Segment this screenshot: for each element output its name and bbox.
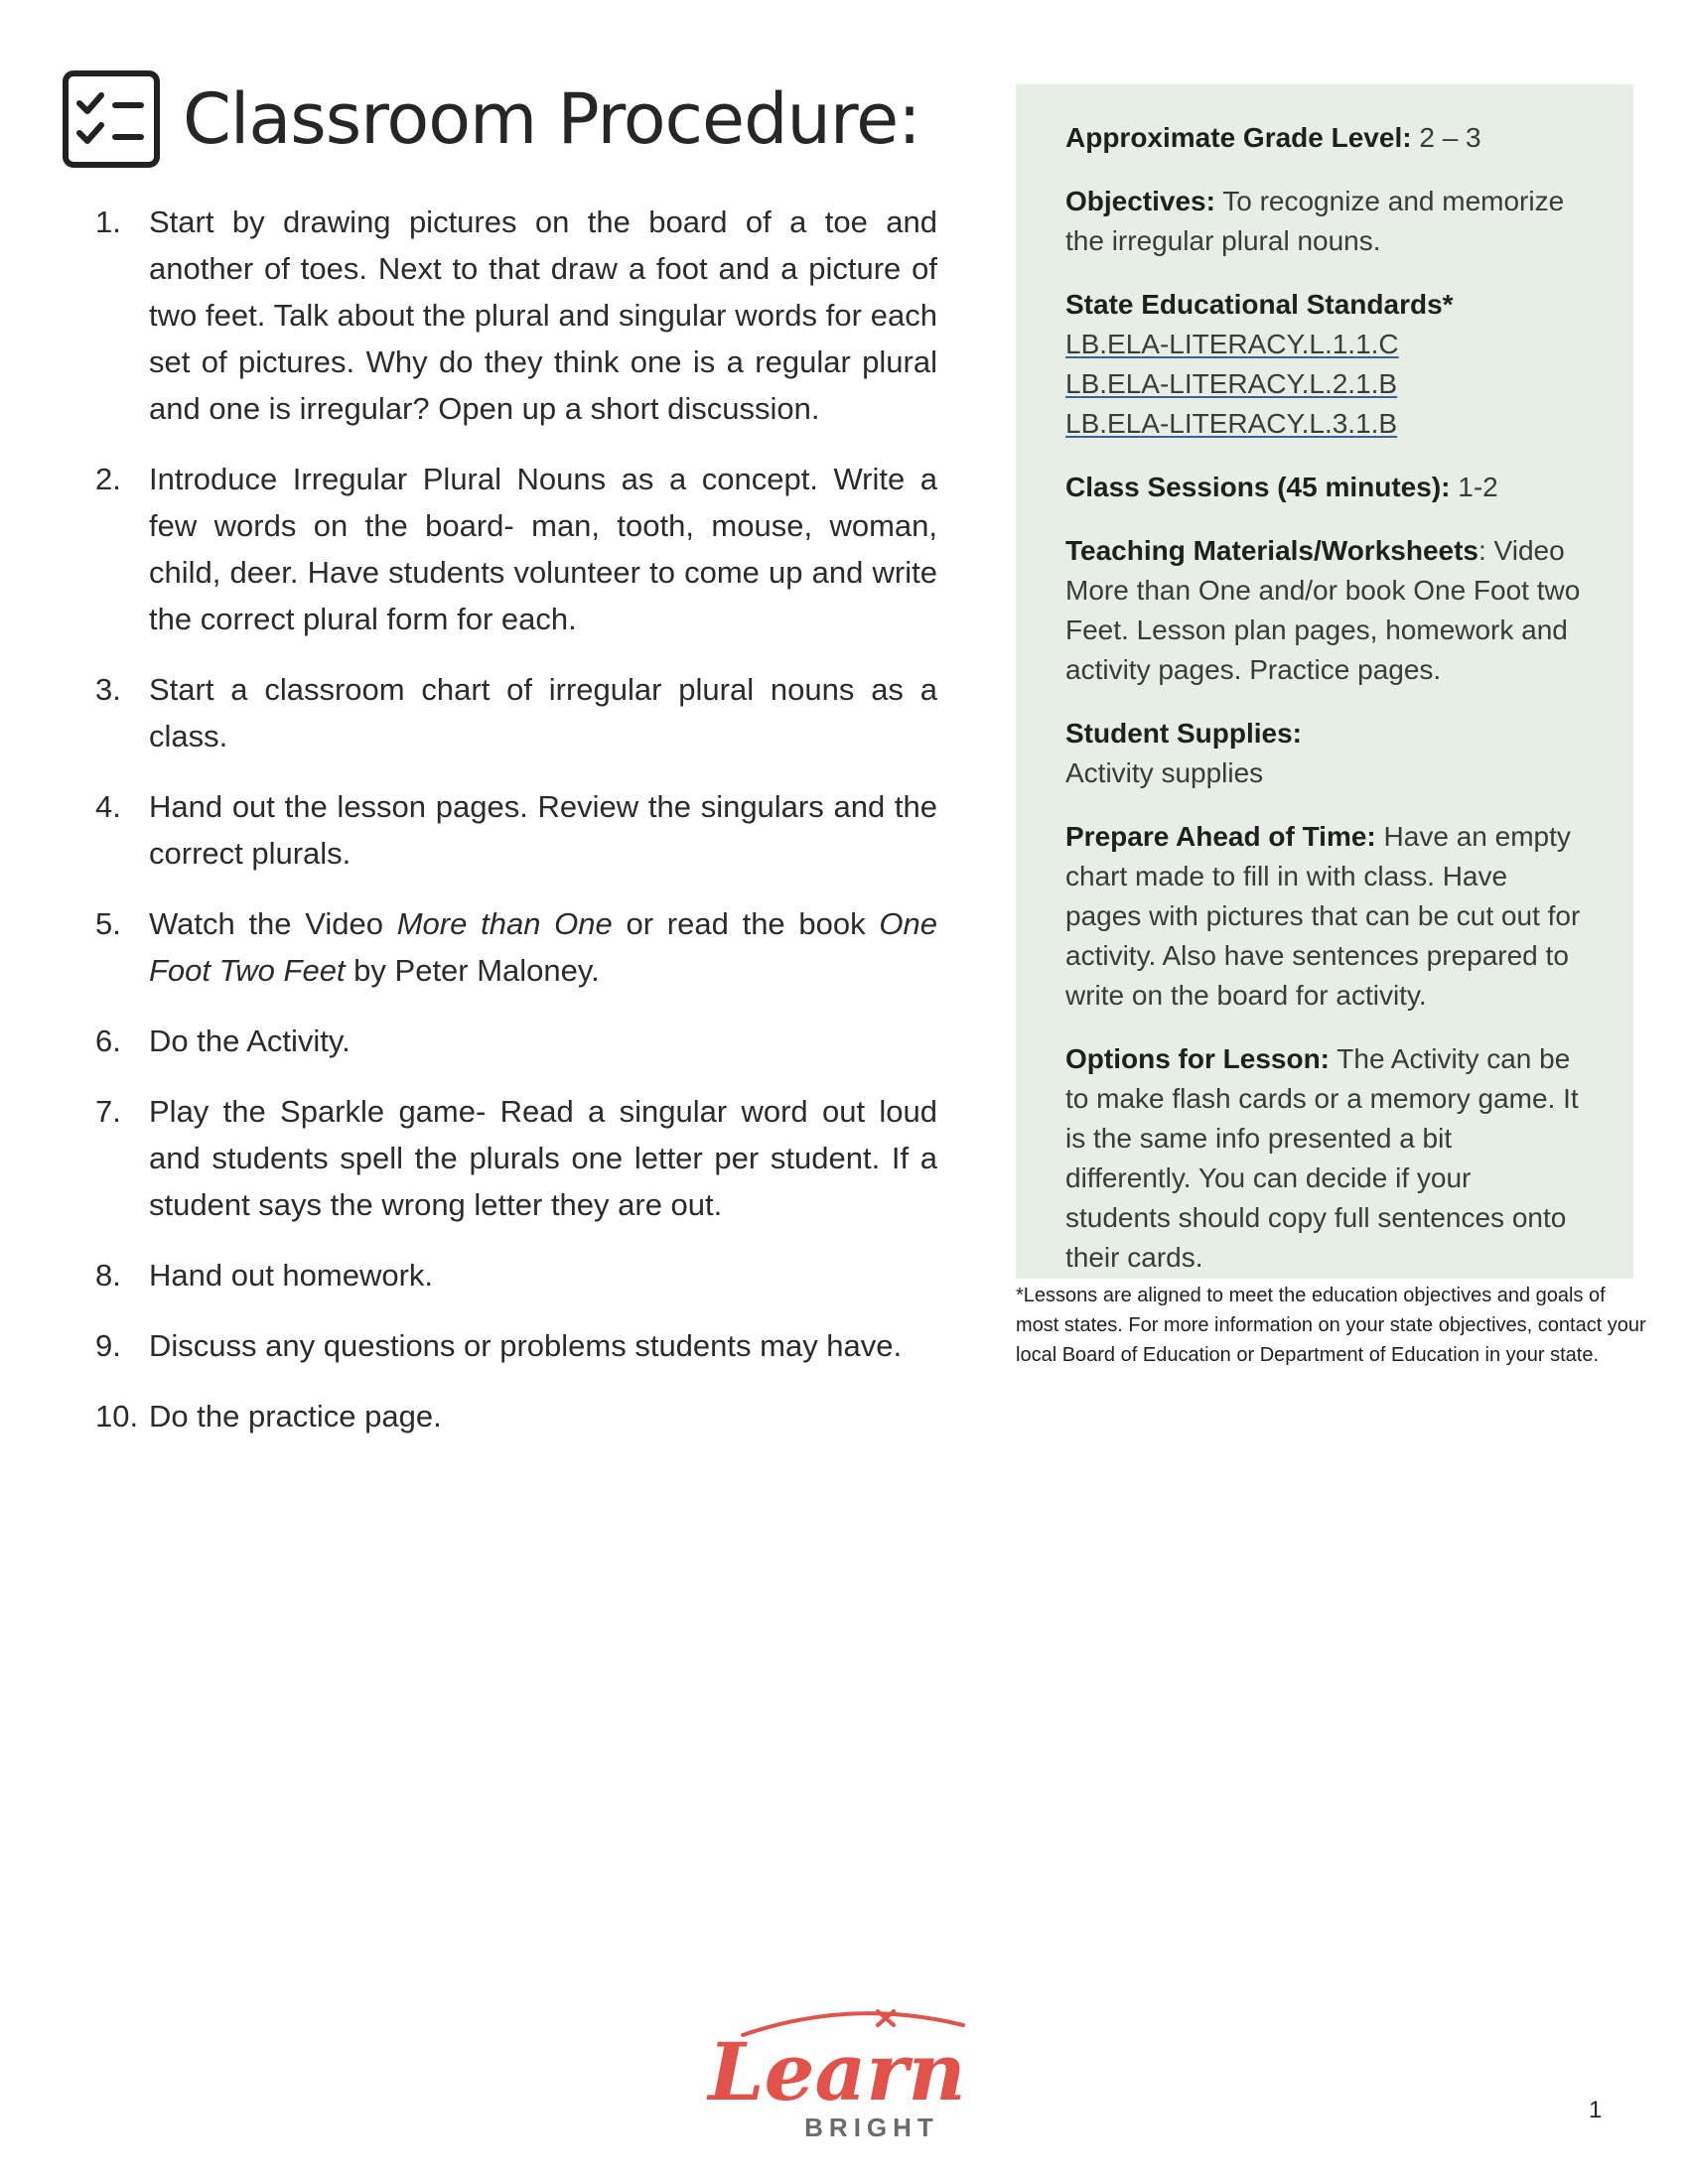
book-title: One Foot Two Feet (149, 906, 937, 988)
list-item: 9. Discuss any questions or problems students may have. (95, 1328, 903, 1363)
lesson-info-panel (1016, 84, 1633, 1279)
teaching-materials: Teaching Materials/Worksheets: Video More than One and/or book One Foot two Feet. Lesson plan pages, homework and activity pages. Practice pages. (1065, 535, 1581, 685)
list-item: 5. Watch the Video More than One or read the book One Foot Two Feet by Peter Maloney. (95, 906, 937, 988)
checklist-icon (62, 69, 161, 169)
page-header (62, 69, 920, 169)
grade-level: Approximate Grade Level: 2 – 3 (1065, 122, 1481, 153)
page-number: 1 (1589, 2097, 1603, 2123)
standard-link[interactable]: LB.ELA-LITERACY.L.1.1.C (1065, 329, 1399, 359)
procedure-list (95, 199, 937, 1463)
objectives: Objectives: To recognize and memorize the irregular plural nouns. (1065, 186, 1565, 256)
list-item: 7. Play the Sparkle game- Read a singular word out loud and students spell the plurals one letter per student. If a student says the wrong letter they are out. (95, 1094, 937, 1222)
state-standards: State Educational Standards* LB.ELA-LITERACY.L.1.1.C LB.ELA-LITERACY.L.2.1.B LB.ELA-LITERACY.L.3.1.B (1065, 285, 1582, 444)
standard-link[interactable]: LB.ELA-LITERACY.L.3.1.B (1065, 408, 1398, 439)
list-item: 8. Hand out homework. (95, 1258, 434, 1293)
list-item: 3. Start a classroom chart of irregular plural nouns as a class. (95, 672, 937, 753)
list-item: 6. Do the Activity. (95, 1024, 351, 1058)
list-item: 10. Do the practice page. (95, 1399, 442, 1433)
lesson-options: Options for Lesson: The Activity can be to make flash cards or a memory game. It is the same info presented a bit differently. You can decide if your students should copy full sentences onto their cards. (1065, 1043, 1579, 1273)
video-title: More than One (396, 906, 613, 941)
logo-sub: BRIGHT (804, 2113, 939, 2142)
standard-link[interactable]: LB.ELA-LITERACY.L.2.1.B (1065, 368, 1398, 399)
list-item: 4. Hand out the lesson pages. Review the singulars and the correct plurals. (95, 789, 937, 871)
list-item: 2. Introduce Irregular Plural Nouns as a concept. Write a few words on the board- man, tooth, mouse, woman, child, deer. Have students volunteer to come up and write the correct plural form for each. (95, 462, 937, 636)
list-item: 1. Start by drawing pictures on the board of a toe and another of toes. Next to that draw a foot and a picture of two feet. Talk about the plural and singular words for each set of pictures. Why do they think one is a regular plural and one is irregular? Open up a short discussion. (95, 205, 937, 426)
prepare-ahead: Prepare Ahead of Time: Have an empty chart made to fill in with class. Have pages with pictures that can be cut out for activity. Also have sentences prepared to write on the board for activity. (1065, 821, 1581, 1011)
standards-footnote: *Lessons are aligned to meet the education objectives and goals of most states. For more information on your state objectives, contact your local Board of Education or Department of Education in your state. (1016, 1285, 1646, 1366)
logo-word: Learn (708, 2025, 966, 2118)
learn-bright-logo (703, 2005, 971, 2144)
page-title: Classroom Procedure: (183, 78, 920, 160)
student-supplies: Student Supplies: Activity supplies (1065, 718, 1302, 788)
class-sessions: Class Sessions (45 minutes): 1-2 (1065, 472, 1498, 502)
